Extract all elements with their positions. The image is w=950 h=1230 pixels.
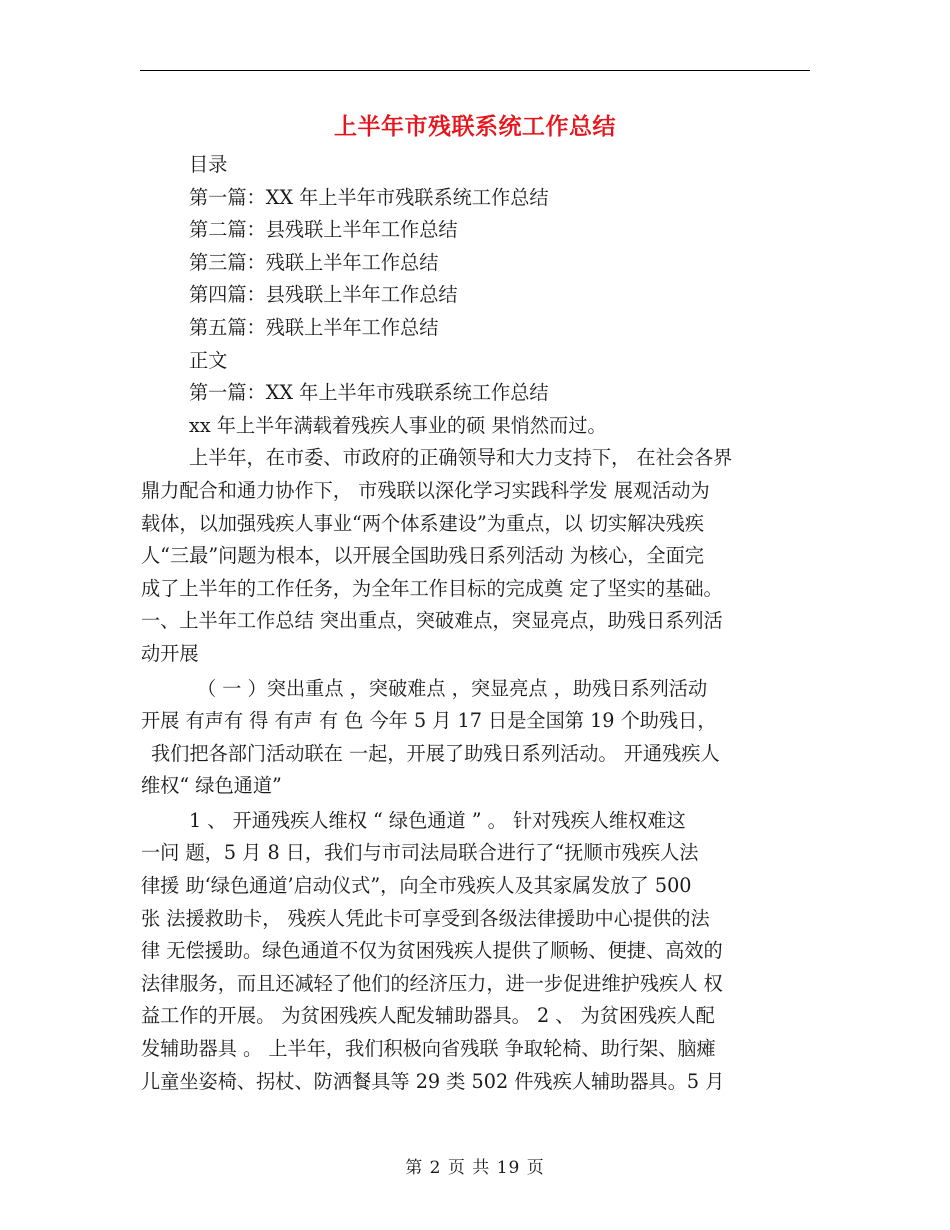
paragraph-line: 1 、 开通残疾人维权 “ 绿色通道 ” 。 针对残疾人维权难这 xyxy=(189,808,686,832)
paragraph-line: 开展 有声有 得 有声 有 色 今年 5 月 17 日是全国第 19 个助残日， xyxy=(141,709,717,733)
toc-item: 第四篇：县残联上半年工作总结 xyxy=(189,283,458,307)
toc-item: 第二篇：县残联上半年工作总结 xyxy=(189,218,458,242)
paragraph-line: 鼎力配合和通力协作下， 市残联以深化学习实践科学发 展观活动为 xyxy=(141,478,710,502)
paragraph-line: 发辅助器具 。 上半年，我们积极向省残联 争取轮椅、助行架、脑瘫 xyxy=(141,1037,716,1061)
header-rule xyxy=(140,70,810,71)
paragraph-line: xx 年上半年满载着残疾人事业的硕 果悄然而过。 xyxy=(189,413,607,437)
section-heading: 第一篇：XX 年上半年市残联系统工作总结 xyxy=(189,381,549,405)
paragraph-line: 张 法援救助卡， 残疾人凭此卡可享受到各级法律援助中心提供的法 xyxy=(141,906,710,930)
document-body xyxy=(141,149,813,1098)
paragraph-line: 成了上半年的工作任务，为全年工作目标的完成奠 定了坚实的基础。 xyxy=(141,576,723,600)
paragraph-line: 我们把各部门活动联在 一起，开展了助残日系列活动。 开通残疾人 xyxy=(151,741,720,765)
toc-item: 第一篇：XX 年上半年市残联系统工作总结 xyxy=(189,185,549,209)
paragraph-line: 人“三最”问题为根本，以开展全国助残日系列活动 为核心，全面完 xyxy=(141,544,704,568)
paragraph-line: 儿童坐姿椅、拐杖、防洒餐具等 29 类 502 件残疾人辅助器具。5 月 xyxy=(141,1069,725,1093)
toc-item: 第五篇：残联上半年工作总结 xyxy=(189,315,439,339)
paragraph-line: 上半年，在市委、市政府的正确领导和大力支持下， 在社会各界 xyxy=(189,446,733,470)
paragraph-line: 一问 题，5 月 8 日，我们与市司法局联合进行了“抚顺市残疾人法 xyxy=(141,841,699,865)
paragraph-line: （ 一 ）突出重点 ，突破难点 ，突显亮点 ，助残日系列活动 xyxy=(197,676,708,700)
paragraph-line: 法律服务，而且还减轻了他们的经济压力，进一步促进维护残疾人 权 xyxy=(141,971,723,995)
paragraph-line: 载体，以加强残疾人事业“两个体系建设”为重点，以 切实解决残疾 xyxy=(141,511,704,535)
paragraph-line: 益工作的开展。 为贫困残疾人配发辅助器具。 2 、 为贫困残疾人配 xyxy=(141,1004,715,1028)
toc-heading: 目录 xyxy=(189,153,228,176)
document-title: 上半年市残联系统工作总结 xyxy=(334,114,616,140)
body-heading: 正文 xyxy=(189,348,228,372)
paragraph-line: 动开展 xyxy=(141,641,199,665)
paragraph-line: 律 无偿援助。绿色通道不仅为贫困残疾人提供了顺畅、便捷、高效的 xyxy=(141,939,723,963)
page-number: 第 2 页 共 19 页 xyxy=(405,1158,545,1178)
toc-item: 第三篇：残联上半年工作总结 xyxy=(189,250,439,274)
paragraph-line: 律援 助‘绿色通道’启动仪式”，向全市残疾人及其家属发放了 500 xyxy=(141,874,692,898)
paragraph-line: 维权“ 绿色通道” xyxy=(141,774,282,798)
paragraph-line: 一、上半年工作总结 突出重点，突破难点，突显亮点，助残日系列活 xyxy=(141,609,723,633)
